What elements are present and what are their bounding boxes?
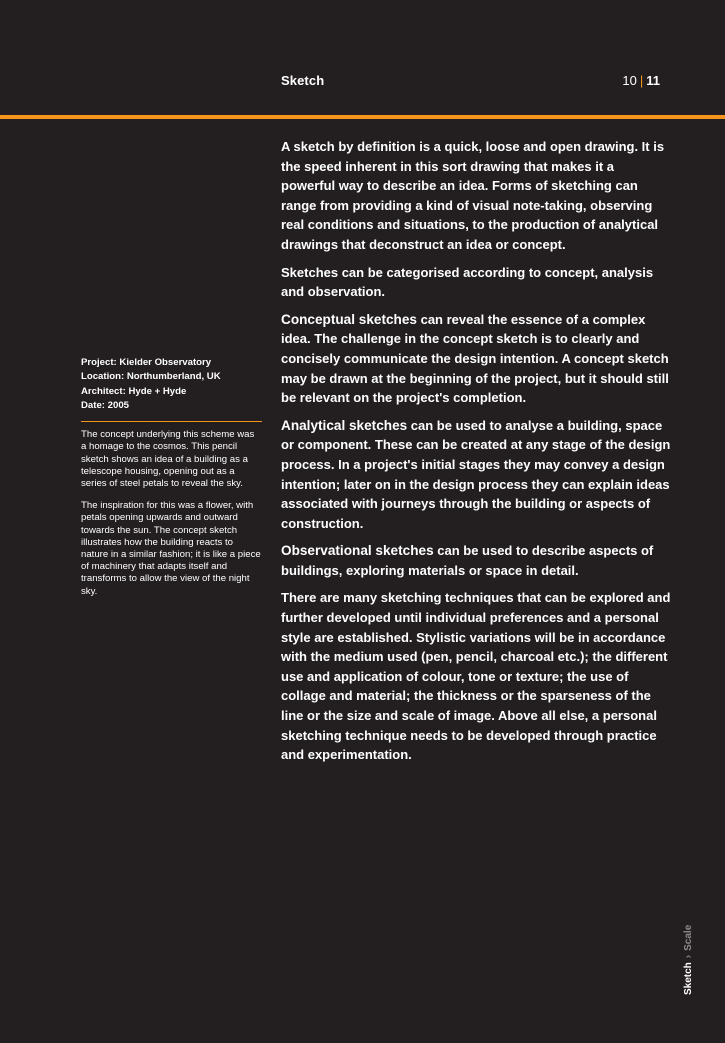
project-name: Project: Kielder Observatory <box>81 357 212 368</box>
paragraph-analytical-text: can be used to analyse a building, space or component. These can be created at any stage of the design process. In a project's initial stages they may convey a design intention; later on in the design process they can explain ideas associated with journeys through the building or aspects of construction. <box>281 417 671 531</box>
caption-paragraph: The inspiration for this was a flower, with petals opening upwards and outward towards the sun. The concept sketch illustrates how the building reacts to nature in a similar fashion; it is like a piece of machinery that adapts itself and transforms to allow the view of the night sky. <box>81 500 261 597</box>
page-number-separator: | <box>639 73 644 88</box>
paragraph-observational-text: can be used to describe aspects of buildings, exploring materials or space in detail. <box>281 543 654 578</box>
project-sidebar <box>81 356 262 608</box>
section-tab <box>683 925 694 995</box>
paragraph-conceptual-text: can reveal the essence of a complex idea. The challenge in the concept sketch is to clearly and concisely communicate the design intention. A concept sketch may be drawn at the beginning of the project, but it should still be relevant on the project's completion. <box>281 311 669 406</box>
term-conceptual-sketches: Conceptual sketches <box>281 311 417 327</box>
paragraph-techniques: There are many sketching techniques that can be explored and further developed until individual preferences and a personal style are established. Stylistic variations will be in accordance with the medium used (pen, pencil, charcoal etc.); the different use and application of colour, tone or texture; the use of collage and material; the thickness or the sparseness of the line or the size and scale of image. Above all else, a personal sketching technique needs to be developed through practice and experimentation. <box>281 590 671 763</box>
body-text <box>281 137 671 773</box>
section-tab-current: Sketch <box>683 962 694 995</box>
paragraph-observational <box>281 541 671 580</box>
project-architect: Architect: Hyde + Hyde <box>81 385 187 397</box>
header-rule <box>0 115 725 119</box>
caption-paragraph: The concept underlying this scheme was a homage to the cosmos. This pencil sketch shows an idea of a building as a telescope housing, opening out as a series of steel petals to reveal the sky. <box>81 429 255 489</box>
section-tab-separator: › <box>683 954 694 959</box>
project-caption <box>81 429 262 598</box>
paragraph-definition: A sketch by definition is a quick, loose and open drawing. It is the speed inherent in this sort drawing that makes it a powerful way to describe an idea. Forms of sketching can range from providing a kind of visual note-taking, observing real conditions and situations, to the production of analytical drawings that deconstruct an idea or concept. <box>281 139 665 252</box>
page-numbers <box>622 73 660 88</box>
term-analytical-sketches: Analytical sketches <box>281 417 408 433</box>
term-observational-sketches: Observational sketches <box>281 543 434 559</box>
project-date: Date: 2005 <box>81 399 129 411</box>
paragraph-conceptual <box>281 310 671 408</box>
paragraph-categories: Sketches can be categorised according to concept, analysis and observation. <box>281 264 654 300</box>
paragraph-analytical <box>281 416 671 534</box>
sidebar-divider <box>81 421 262 422</box>
page-number-left: 10 <box>622 73 637 88</box>
running-header-title: Sketch <box>281 73 325 88</box>
project-location: Location: Northumberland, UK <box>81 371 221 383</box>
project-meta <box>81 356 262 413</box>
page-number-right: 11 <box>646 73 660 88</box>
section-tab-next: Scale <box>683 924 694 951</box>
